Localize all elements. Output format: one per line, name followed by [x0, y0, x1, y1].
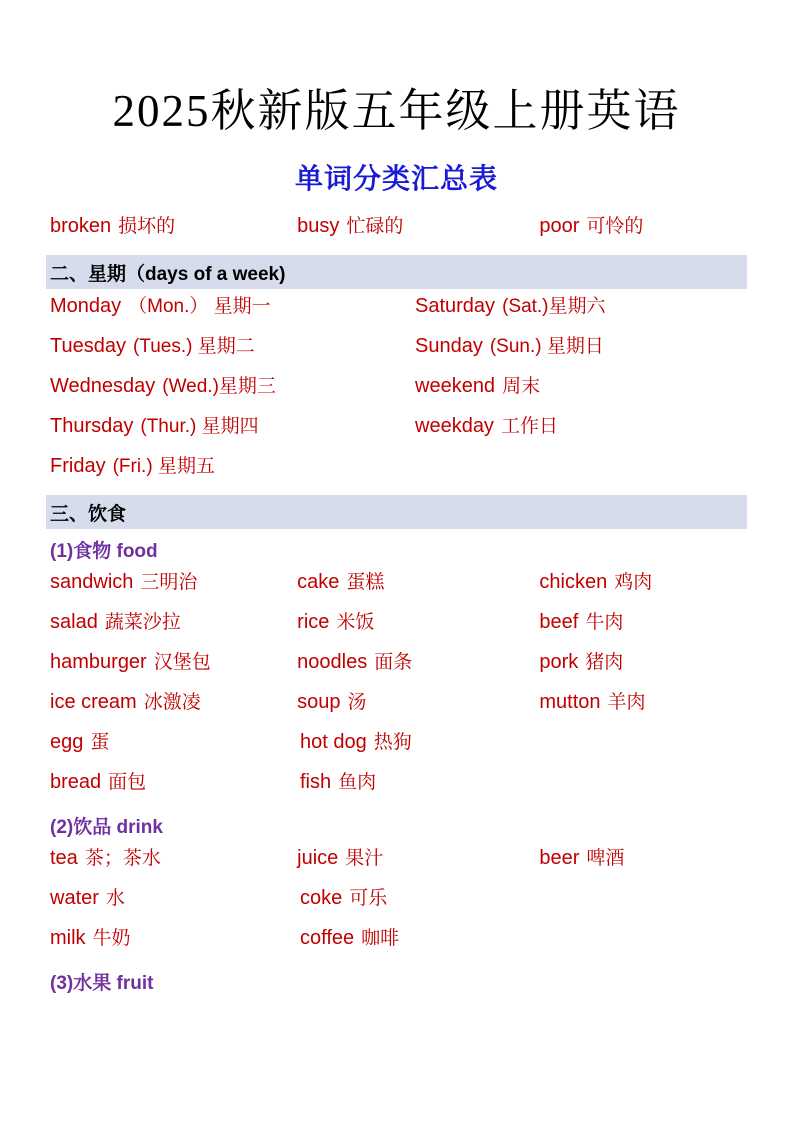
word-english: mutton — [539, 691, 601, 713]
word-entry — [50, 767, 300, 794]
word-english: weekday — [415, 415, 494, 437]
word-chinese: 面条 — [374, 652, 413, 673]
word-entry — [50, 371, 415, 398]
word-row — [46, 727, 747, 767]
page-subtitle: 单词分类汇总表 — [294, 164, 498, 195]
word-english: water — [50, 887, 99, 909]
word-entry — [415, 411, 745, 438]
subsection-title-drink: (2)饮品 drink — [50, 816, 163, 838]
word-english: cake — [297, 571, 340, 593]
word-english: Friday — [50, 455, 106, 477]
word-row — [46, 843, 747, 883]
word-entry — [539, 687, 747, 714]
subsection-title-fruit: (3)水果 fruit — [50, 972, 154, 994]
word-chinese: 鸡肉 — [614, 572, 653, 593]
word-entry — [50, 843, 297, 870]
section-title: 三、饮食 — [50, 503, 127, 525]
section-title: 二、星期（days of a week) — [50, 263, 286, 285]
page-title: 2025秋新版五年级上册英语 — [112, 86, 681, 136]
word-chinese: 果汁 — [345, 848, 384, 869]
section-header-diet — [46, 495, 747, 529]
word-chinese: 牛肉 — [585, 612, 624, 633]
word-entry — [50, 687, 297, 714]
word-chinese: 鱼肉 — [338, 772, 377, 793]
word-chinese: （Mon.） 星期一 — [128, 296, 271, 317]
word-english: coke — [300, 887, 343, 909]
word-entry — [50, 883, 300, 910]
word-chinese: (Fri.) 星期五 — [112, 456, 215, 477]
word-english: noodles — [297, 651, 368, 673]
word-english: rice — [297, 611, 330, 633]
word-chinese: 羊肉 — [607, 692, 646, 713]
word-entry — [50, 607, 297, 634]
word-english: hot dog — [300, 731, 367, 753]
word-english: pork — [539, 651, 579, 673]
word-english: coffee — [300, 927, 355, 949]
section-header-days — [46, 255, 747, 289]
word-english: milk — [50, 927, 86, 949]
word-row — [46, 331, 747, 371]
word-english: Saturday — [415, 295, 496, 317]
word-chinese: (Thur.) 星期四 — [140, 416, 259, 437]
word-row — [46, 211, 747, 251]
word-entry — [539, 211, 747, 238]
word-english: weekend — [415, 375, 496, 397]
word-entry — [297, 687, 539, 714]
word-chinese: 水 — [105, 888, 125, 909]
word-english: Wednesday — [50, 375, 156, 397]
word-chinese: 汉堡包 — [153, 652, 211, 673]
word-chinese: 蛋糕 — [346, 572, 385, 593]
word-english: busy — [297, 215, 340, 237]
word-row — [46, 607, 747, 647]
word-entry — [50, 211, 297, 238]
word-chinese: (Tues.) 星期二 — [132, 336, 255, 357]
word-chinese: 蔬菜沙拉 — [104, 612, 181, 633]
word-english: chicken — [539, 571, 608, 593]
word-english: Monday — [50, 295, 122, 317]
word-entry — [300, 923, 545, 950]
word-entry — [50, 451, 415, 478]
word-entry — [539, 647, 747, 674]
word-chinese: 周末 — [502, 376, 541, 397]
word-english: Sunday — [415, 335, 483, 357]
word-row — [46, 451, 747, 491]
word-entry — [539, 843, 747, 870]
word-english: poor — [539, 215, 580, 237]
word-english: ice cream — [50, 691, 137, 713]
word-english: fish — [300, 771, 332, 793]
word-chinese: 米饭 — [336, 612, 375, 633]
word-entry — [297, 607, 539, 634]
word-english: Thursday — [50, 415, 134, 437]
word-english: sandwich — [50, 571, 134, 593]
word-row — [46, 647, 747, 687]
word-english: soup — [297, 691, 341, 713]
word-english: egg — [50, 731, 84, 753]
word-row — [46, 923, 747, 963]
word-chinese: 损坏的 — [118, 216, 176, 237]
word-entry — [50, 411, 415, 438]
word-chinese: 可乐 — [349, 888, 388, 909]
word-entry — [50, 647, 297, 674]
word-chinese: 可怜的 — [586, 216, 644, 237]
word-entry — [415, 371, 745, 398]
word-chinese: 面包 — [108, 772, 147, 793]
word-entry — [300, 727, 545, 754]
word-chinese: 猪肉 — [585, 652, 624, 673]
word-row — [46, 883, 747, 923]
word-row — [46, 687, 747, 727]
word-english: Tuesday — [50, 335, 126, 357]
word-entry — [300, 767, 545, 794]
word-entry — [50, 331, 415, 358]
word-entry — [50, 291, 415, 318]
word-entry — [297, 567, 539, 594]
subsection-title-food: (1)食物 food — [50, 540, 158, 562]
word-row — [46, 371, 747, 411]
word-chinese: 三明治 — [140, 572, 198, 593]
word-english: beef — [539, 611, 579, 633]
word-entry — [50, 727, 300, 754]
word-english: tea — [50, 847, 78, 869]
word-entry — [50, 567, 297, 594]
word-entry — [415, 331, 745, 358]
word-chinese: 汤 — [347, 692, 367, 713]
word-entry — [297, 843, 539, 870]
word-chinese: 啤酒 — [586, 848, 625, 869]
word-row — [46, 411, 747, 451]
word-english: hamburger — [50, 651, 147, 673]
word-row — [46, 291, 747, 331]
word-entry — [297, 211, 539, 238]
word-entry — [50, 923, 300, 950]
word-entry — [539, 607, 747, 634]
word-chinese: 茶；茶水 — [84, 848, 161, 869]
word-chinese: 牛奶 — [92, 928, 131, 949]
word-chinese: 忙碌的 — [346, 216, 404, 237]
word-entry — [415, 291, 745, 318]
word-chinese: 蛋 — [90, 732, 110, 753]
word-chinese: (Wed.)星期三 — [162, 376, 276, 397]
word-english: broken — [50, 215, 112, 237]
word-row — [46, 567, 747, 607]
word-english: bread — [50, 771, 102, 793]
word-row — [46, 767, 747, 807]
word-chinese: 工作日 — [500, 416, 558, 437]
word-chinese: 咖啡 — [361, 928, 400, 949]
word-chinese: (Sun.) 星期日 — [489, 336, 604, 357]
word-entry — [539, 567, 747, 594]
word-english: beer — [539, 847, 580, 869]
word-chinese: 热狗 — [373, 732, 412, 753]
word-english: salad — [50, 611, 98, 633]
word-entry — [300, 883, 545, 910]
word-entry — [297, 647, 539, 674]
word-chinese: (Sat.)星期六 — [502, 296, 606, 317]
word-chinese: 冰激凌 — [143, 692, 201, 713]
word-english: juice — [297, 847, 339, 869]
